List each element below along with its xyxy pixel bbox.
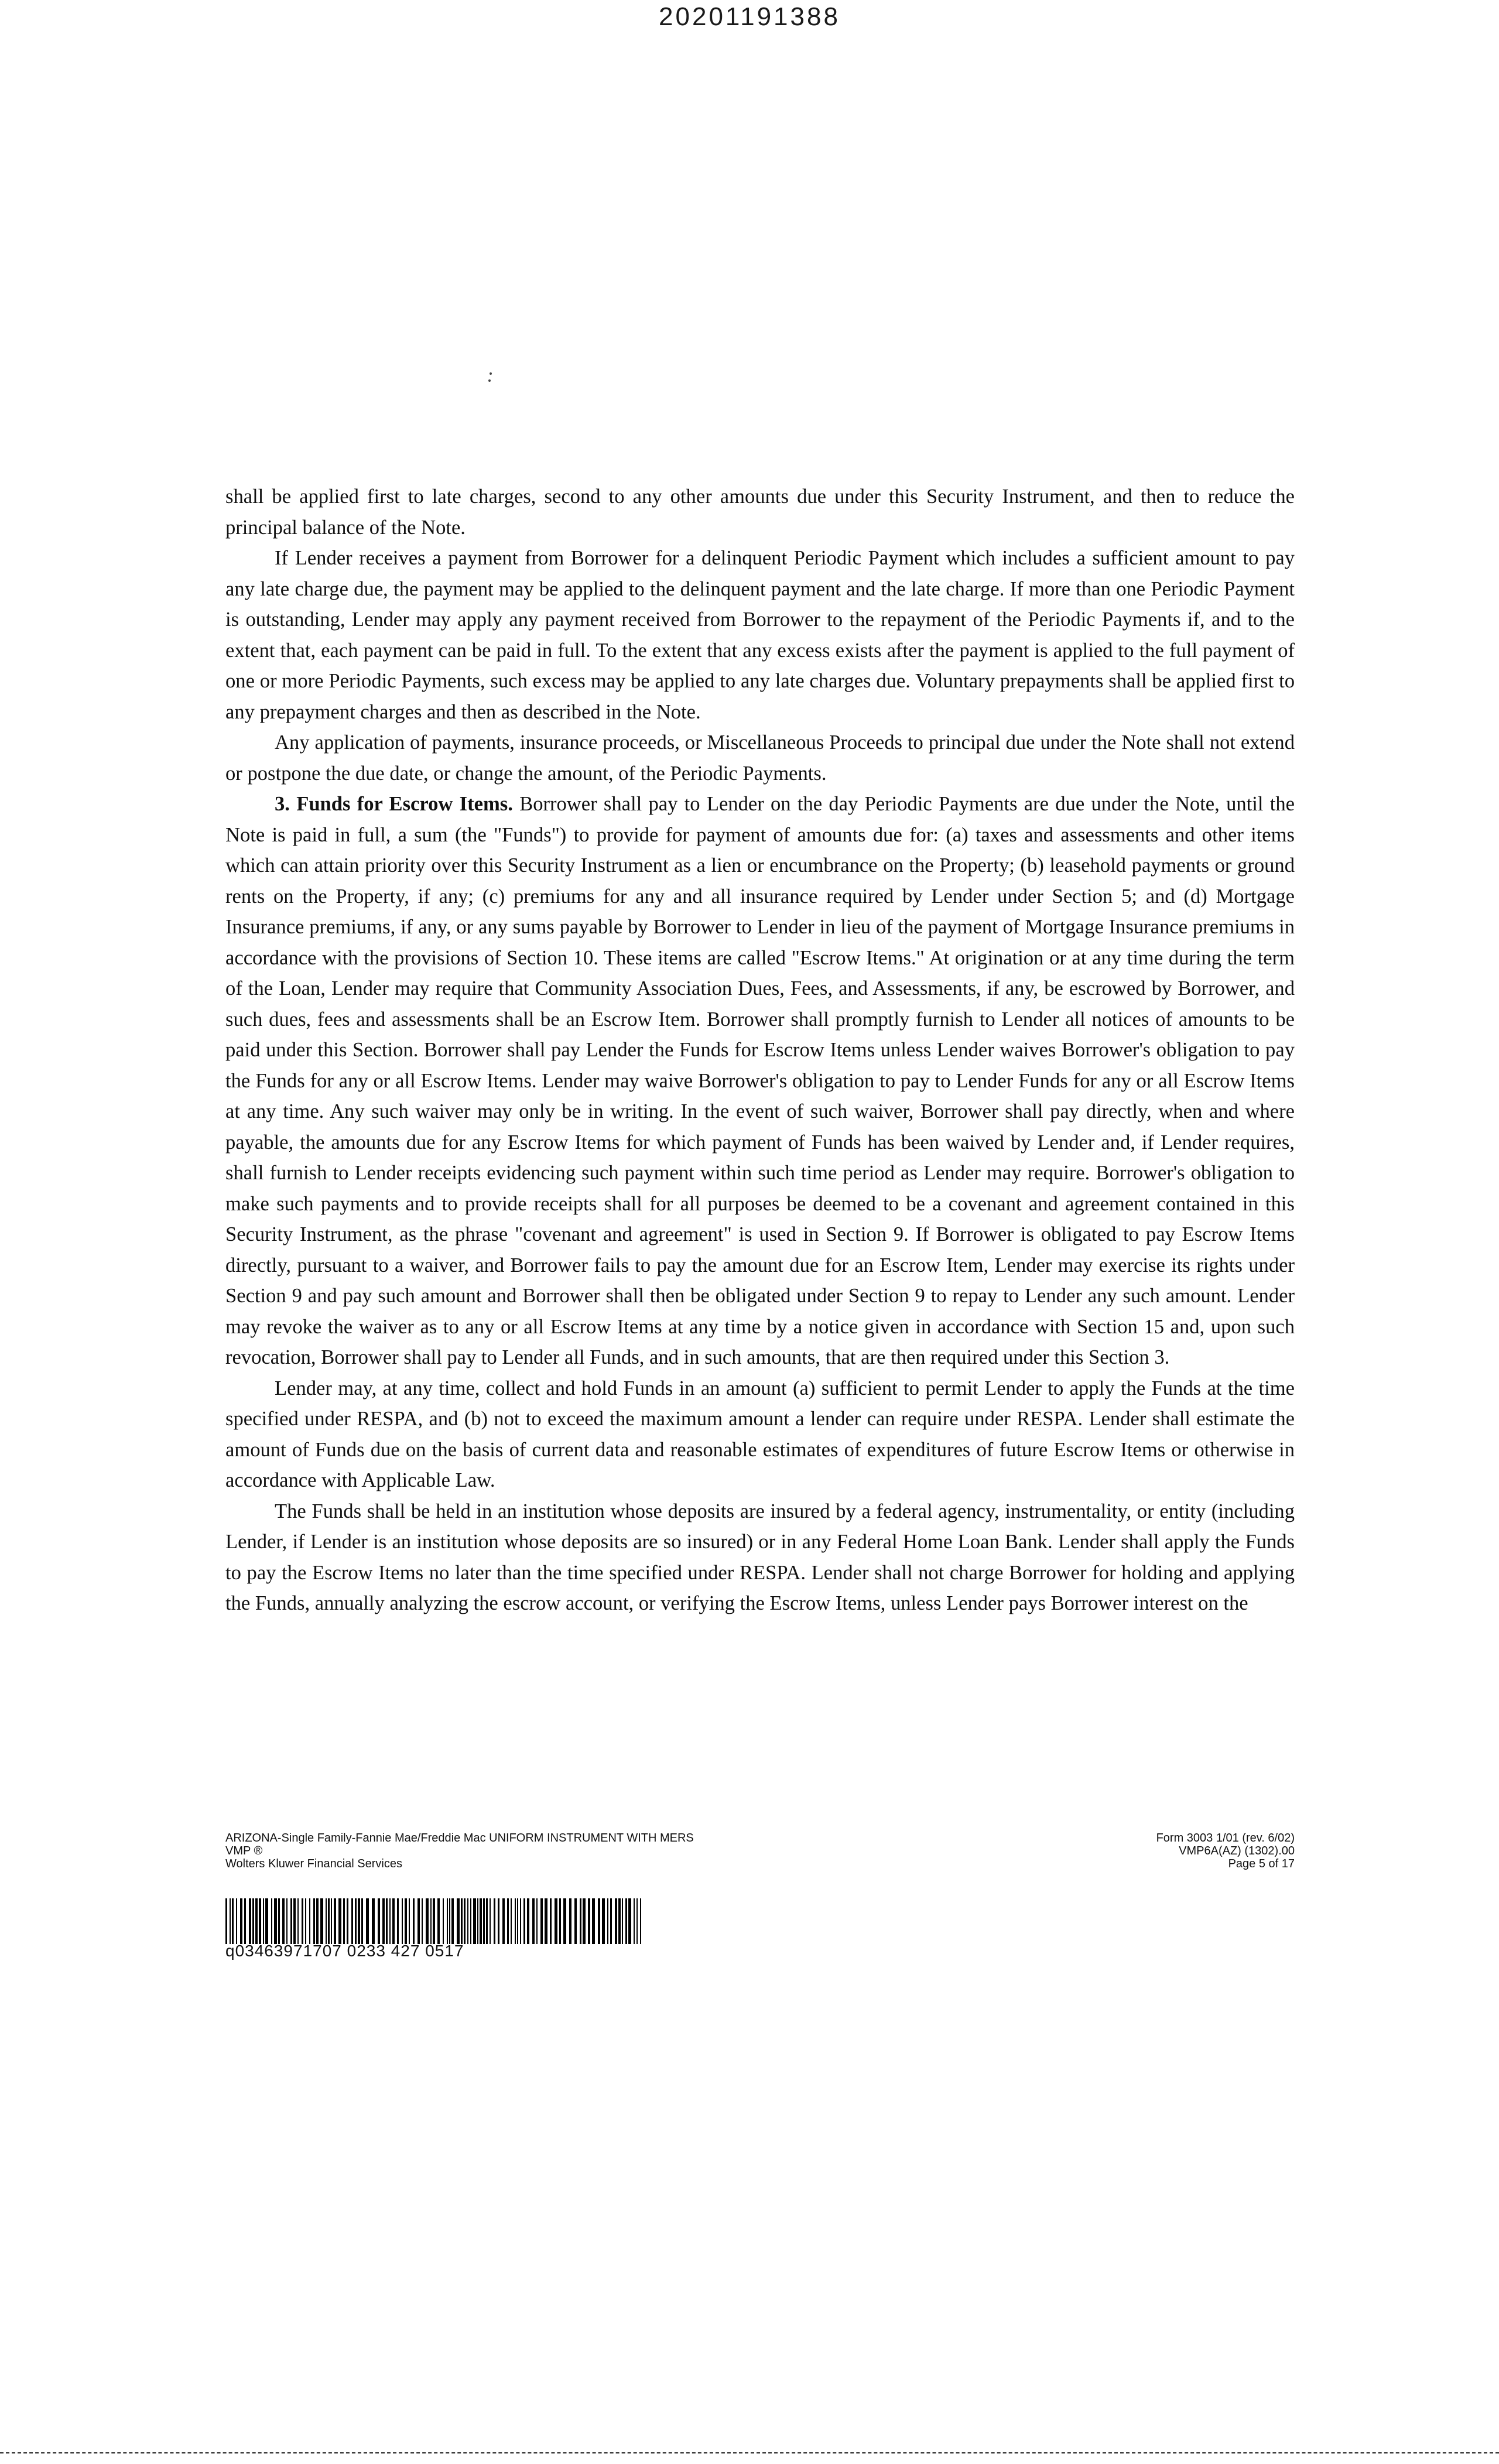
barcode-bar: [422, 1898, 423, 1944]
barcode-bar: [461, 1898, 463, 1944]
form-number: Form 3003 1/01 (rev. 6/02): [1156, 1832, 1295, 1844]
barcode-bar: [334, 1898, 336, 1944]
body-paragraph: [225, 1496, 1295, 1619]
barcode-bar: [413, 1898, 415, 1944]
body-paragraph: [225, 543, 1295, 727]
barcode-bar: [313, 1898, 315, 1944]
barcode-bar: [625, 1898, 627, 1944]
barcode-bar: [255, 1898, 258, 1944]
barcode-bar: [580, 1898, 581, 1944]
barcode-bar: [592, 1898, 595, 1944]
barcode-bar: [498, 1898, 499, 1944]
barcode-bar: [536, 1898, 538, 1944]
barcode-bar: [389, 1898, 391, 1944]
barcode-bar: [550, 1898, 552, 1944]
barcode-bar: [473, 1898, 476, 1944]
barcode-bar: [382, 1898, 385, 1944]
barcode-bar: [372, 1898, 375, 1944]
barcode-bar: [331, 1898, 332, 1944]
barcode-bar: [622, 1898, 623, 1944]
barcode-bar: [523, 1898, 525, 1944]
page-number: Page 5 of 17: [1228, 1857, 1295, 1870]
barcode-bar: [563, 1898, 566, 1944]
barcode-bar: [290, 1898, 292, 1944]
barcode-bar: [426, 1898, 429, 1944]
barcode-bar: [569, 1898, 571, 1944]
barcode-bar: [305, 1898, 306, 1944]
barcode-bar: [244, 1898, 246, 1944]
barcode-bar: [286, 1898, 288, 1944]
barcode-bar: [494, 1898, 495, 1944]
scan-speck: [490, 372, 492, 375]
body-paragraph: [225, 789, 1295, 1373]
barcode-bar: [355, 1898, 357, 1944]
paragraph-text: shall be applied first to late charges, second to any other amounts due under this Security Instrument, and then to reduce the principal balance of the Note.: [225, 485, 1295, 539]
paragraph-text: If Lender receives a payment from Borrower for a delinquent Periodic Payment which includes a sufficient amount to pay any late charge due, the payment may be applied to the delinquent payment and the late charge. If more than one Periodic Payment is outstanding, Lender may apply any payment received from Borrower to the repayment of the Periodic Payments if, and to the extent that, each payment can be paid in full. To the extent that any excess exists after the payment is applied to the full payment of one or more Periodic Payments, such excess may be applied to any late charges due. Voluntary prepayments shall be applied first to any prepayment charges and then as described in the Note.: [225, 547, 1295, 723]
barcode-bar: [328, 1898, 330, 1944]
barcode-bar: [598, 1898, 600, 1944]
barcode-bar: [588, 1898, 590, 1944]
scan-speck: [488, 379, 491, 382]
barcode-bar: [309, 1898, 310, 1944]
barcode-bar: [265, 1898, 268, 1944]
barcode-bar: [366, 1898, 369, 1944]
barcode-bar: [545, 1898, 547, 1944]
barcode-bar: [278, 1898, 280, 1944]
barcode-bar: [511, 1898, 512, 1944]
barcode-bar: [361, 1898, 363, 1944]
barcode-bar: [490, 1898, 491, 1944]
paragraph-text: Lender may, at any time, collect and hold Funds in an amount (a) sufficient to permit Lender to apply the Funds at the time specified under RESPA, and (b) not to exceed the maximum amount a lender can require under RESPA. Lender shall estimate the amount of Funds due on the basis of current data and reasonable estimates of expenditures of future Escrow Items or otherwise in accordance with Applicable Law.: [225, 1377, 1295, 1491]
page-bottom-rule: [0, 2452, 1499, 2453]
barcode-bar: [470, 1898, 471, 1944]
barcode-bar: [618, 1898, 621, 1944]
barcode-bar: [263, 1898, 264, 1944]
barcode-bar: [502, 1898, 505, 1944]
barcode-bar: [271, 1898, 272, 1944]
barcode-bar: [397, 1898, 399, 1944]
barcode-bar: [232, 1898, 234, 1944]
barcode-text: q03463971707 0233 427 0517: [225, 1942, 464, 1960]
barcode-bar: [236, 1898, 237, 1944]
barcode-bar: [483, 1898, 485, 1944]
barcode-bar: [386, 1898, 388, 1944]
body-paragraph: [225, 727, 1295, 789]
barcode-bar: [409, 1898, 410, 1944]
section-heading: 3. Funds for Escrow Items.: [275, 793, 513, 815]
barcode-bar: [628, 1898, 631, 1944]
recording-number: 20201191388: [659, 2, 840, 31]
barcode-bar: [602, 1898, 605, 1944]
form-title: ARIZONA-Single Family-Fannie Mae/Freddie Mac UNIFORM INSTRUMENT WITH MERS: [225, 1832, 694, 1844]
barcode-bar: [417, 1898, 420, 1944]
vmp-mark: VMP ®: [225, 1844, 263, 1857]
barcode-bar: [583, 1898, 586, 1944]
barcode-bar: [480, 1898, 482, 1944]
barcode-bar: [515, 1898, 516, 1944]
barcode-bar: [297, 1898, 299, 1944]
barcode-bar: [540, 1898, 543, 1944]
barcode-bar: [640, 1898, 641, 1944]
barcode-bar: [358, 1898, 360, 1944]
barcode-bar: [532, 1898, 535, 1944]
barcode-bar: [464, 1898, 466, 1944]
barcode-bar: [240, 1898, 242, 1944]
barcode-bar: [574, 1898, 577, 1944]
barcode-bar: [378, 1898, 380, 1944]
barcode-bar: [517, 1898, 518, 1944]
barcode-bar: [282, 1898, 285, 1944]
barcode-bar: [443, 1898, 444, 1944]
barcode-bar: [486, 1898, 488, 1944]
paragraph-text: Any application of payments, insurance proceeds, or Miscellaneous Proceeds to principal due under the Note shall not extend or postpone the due date, or change the amount, of the Periodic Payments.: [225, 731, 1295, 785]
barcode-bar: [302, 1898, 303, 1944]
barcode-bar: [320, 1898, 323, 1944]
barcode-bar: [316, 1898, 319, 1944]
barcode-bar: [555, 1898, 557, 1944]
barcode-bar: [402, 1898, 403, 1944]
barcode-bar: [274, 1898, 277, 1944]
barcode-bar: [351, 1898, 353, 1944]
barcode-bar: [392, 1898, 395, 1944]
barcode-bar: [252, 1898, 254, 1944]
barcode-image: [225, 1898, 646, 1944]
barcode-bar: [326, 1898, 327, 1944]
barcode-bar: [615, 1898, 617, 1944]
barcode-bar: [527, 1898, 529, 1944]
barcode-bar: [449, 1898, 450, 1944]
barcode-bar: [610, 1898, 612, 1944]
body-paragraph: [225, 481, 1295, 543]
barcode-bar: [607, 1898, 608, 1944]
barcode-bar: [451, 1898, 454, 1944]
barcode-bar: [338, 1898, 341, 1944]
barcode-bar: [457, 1898, 460, 1944]
barcode-bar: [467, 1898, 468, 1944]
paragraph-text: Borrower shall pay to Lender on the day Periodic Payments are due under the Note, until the Note is paid in full, a sum (the "Funds") to provide for payment of amounts due for: (a) taxes and assessments and other items which can attain priority over this Security Instrument as a lien or encumbrance on the Property; (b) leasehold payments or ground rents on the Property, if any; (c) premiums for any and all insurance required by Lender under Section 5; and (d) Mortgage Insurance premiums, if any, or any sums payable by Borrower to Lender in lieu of the payment of Mortgage Insurance premiums in accordance with the provisions of Section 10. These items are called "Escrow Items." At origination or at any time during the term of the Loan, Lender may require that Community Association Dues, Fees, and Assessments, if any, be escrowed by Borrower, and such dues, fees and assessments shall be an Escrow Item. Borrower shall promptly furnish to Lender all notices of amounts to be paid under this Section. Borrower shall pay Lender the Funds for Escrow Items unless Lender waives Borrower's obligation to pay the Funds for any or all Escrow Items. Lender may waive Borrower's obligation to pay to Lender Funds for any or all Escrow Items at any time. Any such waiver may only be in writing. In the event of such waiver, Borrower shall pay directly, when and where payable, the amounts due for any Escrow Items for which payment of Funds has been waived by Lender and, if Lender requires, shall furnish to Lender receipts evidencing such payment within such time period as Lender may require. Borrower's obligation to make such payments and to provide receipts shall for all purposes be deemed to be a covenant and agreement contained in this Security Instrument, as the phrase "covenant and agreement" is used in Section 9. If Borrower is obligated to pay Escrow Items directly, pursuant to a waiver, and Borrower fails to pay the amount due for an Escrow Item, Lender may exercise its rights under Section 9 and pay such amount and Borrower shall then be obligated under Section 9 to repay to Lender any such amount. Lender may revoke the waiver as to any or all Escrow Items at any time by a notice given in accordance with Section 15 and, upon such revocation, Borrower shall pay to Lender all Funds, and in such amounts, that are then required under this Section 3.: [225, 793, 1295, 1368]
publisher-name: Wolters Kluwer Financial Services: [225, 1857, 402, 1870]
barcode-bar: [225, 1898, 227, 1944]
barcode-bar: [230, 1898, 231, 1944]
barcode-bar: [559, 1898, 561, 1944]
barcode-bar: [437, 1898, 440, 1944]
barcode-bar: [405, 1898, 407, 1944]
barcode-bar: [507, 1898, 509, 1944]
barcode-bar: [634, 1898, 635, 1944]
barcode-bar: [347, 1898, 348, 1944]
document-body: [225, 481, 1295, 1619]
barcode-bar: [433, 1898, 435, 1944]
barcode-bar: [343, 1898, 345, 1944]
paragraph-text: The Funds shall be held in an institution whose deposits are insured by a federal agency, instrumentality, or entity (including Lender, if Lender is an institution whose deposits are so insured) or in any Federal Home Loan Bank. Lender shall apply the Funds to pay the Escrow Items no later than the time specified under RESPA. Lender shall not charge Borrower for holding and applying the Funds, annually analyzing the escrow account, or verifying the Escrow Items, unless Lender pays Borrower interest on the: [225, 1500, 1295, 1614]
barcode-bar: [636, 1898, 638, 1944]
barcode-bar: [520, 1898, 521, 1944]
barcode-bar: [447, 1898, 448, 1944]
barcode-bar: [249, 1898, 251, 1944]
body-paragraph: [225, 1373, 1295, 1496]
barcode-bar: [293, 1898, 296, 1944]
barcode-bar: [430, 1898, 432, 1944]
barcode-bar: [259, 1898, 261, 1944]
vmp-code: VMP6A(AZ) (1302).00: [1179, 1844, 1295, 1857]
barcode-bar: [477, 1898, 478, 1944]
